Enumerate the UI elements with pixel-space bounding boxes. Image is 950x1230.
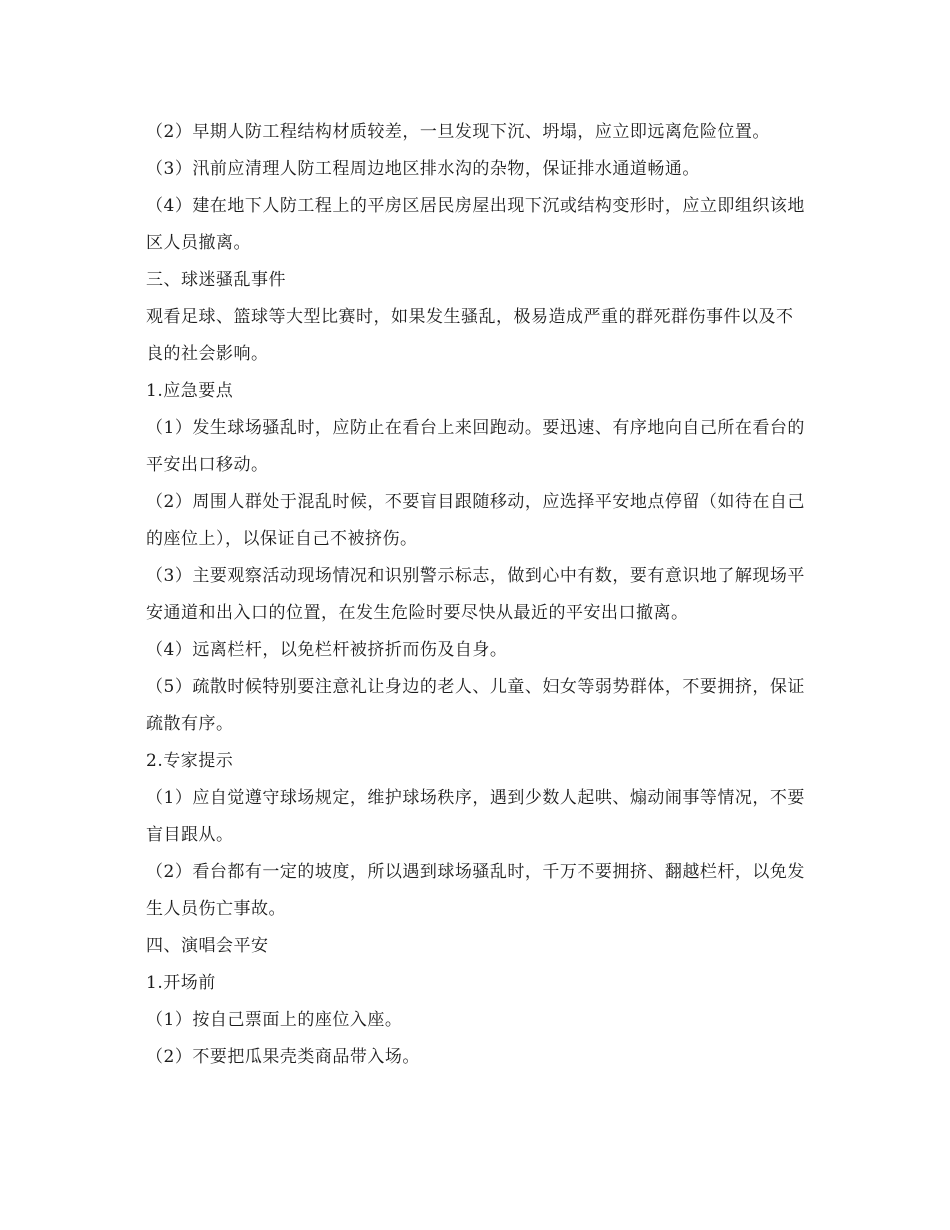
paragraph-intro: 观看足球、篮球等大型比赛时，如果发生骚乱，极易造成严重的群死群伤事件以及不良的社会影响。	[146, 307, 794, 364]
document-body	[146, 114, 806, 1076]
paragraph-point-4: （4）远离栏杆，以免栏杆被挤折而伤及自身。	[146, 640, 508, 660]
paragraph-item-2: （2）早期人防工程结构材质较差，一旦发现下沉、坍塌，应立即远离危险位置。	[146, 122, 770, 142]
paragraph-item-3: （3）汛前应清理人防工程周边地区排水沟的杂物，保证排水通道畅通。	[146, 159, 700, 179]
paragraph-point-1: （1）发生球场骚乱时，应防止在看台上来回跑动。要迅速、有序地向自己所在看台的平安出口移动。	[146, 418, 805, 475]
paragraph-point-2: （2）周围人群处于混乱时候，不要盲目跟随移动，应选择平安地点停留（如待在自己的座位上），以保证自己不被挤伤。	[146, 492, 805, 549]
paragraph-before-1: （1）按自己票面上的座位入座。	[146, 1010, 403, 1030]
paragraph-point-5: （5）疏散时候特别要注意礼让身边的老人、儿童、妇女等弱势群体，不要拥挤，保证疏散有序。	[146, 677, 805, 734]
paragraph-tip-1: （1）应自觉遵守球场规定，维护球场秩序，遇到少数人起哄、煽动闹事等情况，不要盲目跟从。	[146, 788, 805, 845]
subheading-expert-tips: 2.专家提示	[146, 751, 234, 771]
section-heading-concert-safety: 四、演唱会平安	[146, 936, 269, 956]
paragraph-point-3: （3）主要观察活动现场情况和识别警示标志，做到心中有数，要有意识地了解现场平安通道和出入口的位置，在发生危险时要尽快从最近的平安出口撤离。	[146, 566, 805, 623]
paragraph-item-4: （4）建在地下人防工程上的平房区居民房屋出现下沉或结构变形时，应立即组织该地区人员撤离。	[146, 196, 805, 253]
paragraph-tip-2: （2）看台都有一定的坡度，所以遇到球场骚乱时，千万不要拥挤、翻越栏杆，以免发生人员伤亡事故。	[146, 862, 805, 919]
section-heading-fan-riot: 三、球迷骚乱事件	[146, 270, 286, 290]
paragraph-before-2: （2）不要把瓜果壳类商品带入场。	[146, 1047, 420, 1067]
subheading-emergency-points: 1.应急要点	[146, 381, 234, 401]
subheading-before-opening: 1.开场前	[146, 973, 216, 993]
